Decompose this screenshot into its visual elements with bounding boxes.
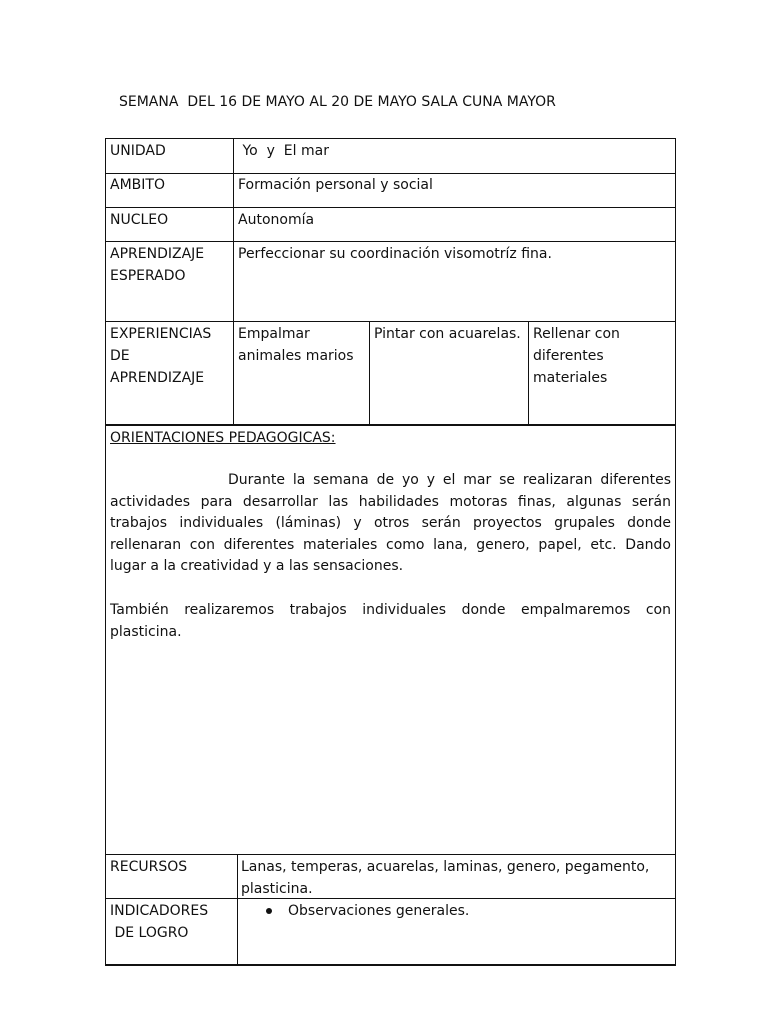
aprendizaje-label: APRENDIZAJE ESPERADO bbox=[110, 246, 205, 284]
unidad-value: Yo y El mar bbox=[238, 143, 329, 159]
column-divider bbox=[369, 321, 370, 424]
row-divider bbox=[106, 241, 676, 242]
recursos-value: Lanas, temperas, acuarelas, laminas, genero, pegamento, plasticina. bbox=[241, 859, 650, 897]
row-divider bbox=[106, 424, 676, 426]
ambito-value: Formación personal y social bbox=[238, 177, 433, 193]
orientaciones-paragraph-1-text: Durante la semana de yo y el mar se realizaran diferentes actividades para desarrollar las habilidades motoras finas, algunas serán trabajos individuales (láminas) y otros serán proyectos grupales donde rellenaran con diferentes materiales como lana, genero, papel, etc. Dando lugar a la creatividad y a las sensaciones. bbox=[110, 472, 671, 574]
indicador-text: Observaciones generales. bbox=[288, 903, 470, 919]
unidad-label: UNIDAD bbox=[110, 143, 166, 159]
orientaciones-paragraph bbox=[110, 470, 671, 578]
row-divider bbox=[106, 321, 676, 322]
experiencias-label: EXPERIENCIAS DE APRENDIZAJE bbox=[110, 326, 212, 386]
column-divider bbox=[233, 138, 234, 424]
nucleo-value: Autonomía bbox=[238, 212, 315, 228]
bullet-icon bbox=[266, 908, 272, 914]
indicador-item bbox=[266, 900, 469, 922]
row-divider bbox=[106, 854, 676, 855]
column-divider bbox=[528, 321, 529, 424]
table-border-bottom bbox=[105, 964, 676, 966]
row-divider bbox=[106, 207, 676, 208]
table-border-left bbox=[105, 138, 106, 966]
experiencia-item: Rellenar con diferentes materiales bbox=[533, 326, 620, 386]
nucleo-label: NUCLEO bbox=[110, 212, 169, 228]
indicadores-list bbox=[266, 900, 469, 922]
recursos-label: RECURSOS bbox=[110, 859, 188, 875]
aprendizaje-value: Perfeccionar su coordinación visomotríz fina. bbox=[238, 246, 552, 262]
orientaciones-paragraph-2-text: También realizaremos trabajos individuales donde empalmaremos con plasticina. bbox=[110, 602, 671, 640]
page-title: SEMANA DEL 16 DE MAYO AL 20 DE MAYO SALA CUNA MAYOR bbox=[119, 94, 556, 110]
column-divider bbox=[237, 854, 238, 964]
experiencia-item: Empalmar animales marios bbox=[238, 326, 354, 364]
ambito-label: AMBITO bbox=[110, 177, 165, 193]
experiencia-item: Pintar con acuarelas. bbox=[374, 326, 521, 342]
table-border-right bbox=[675, 138, 676, 966]
orientaciones-paragraph bbox=[110, 600, 671, 643]
indicadores-label: INDICADORES DE LOGRO bbox=[110, 903, 209, 941]
orientaciones-heading: ORIENTACIONES PEDAGOGICAS: bbox=[110, 430, 336, 446]
table-border-top bbox=[106, 138, 676, 139]
